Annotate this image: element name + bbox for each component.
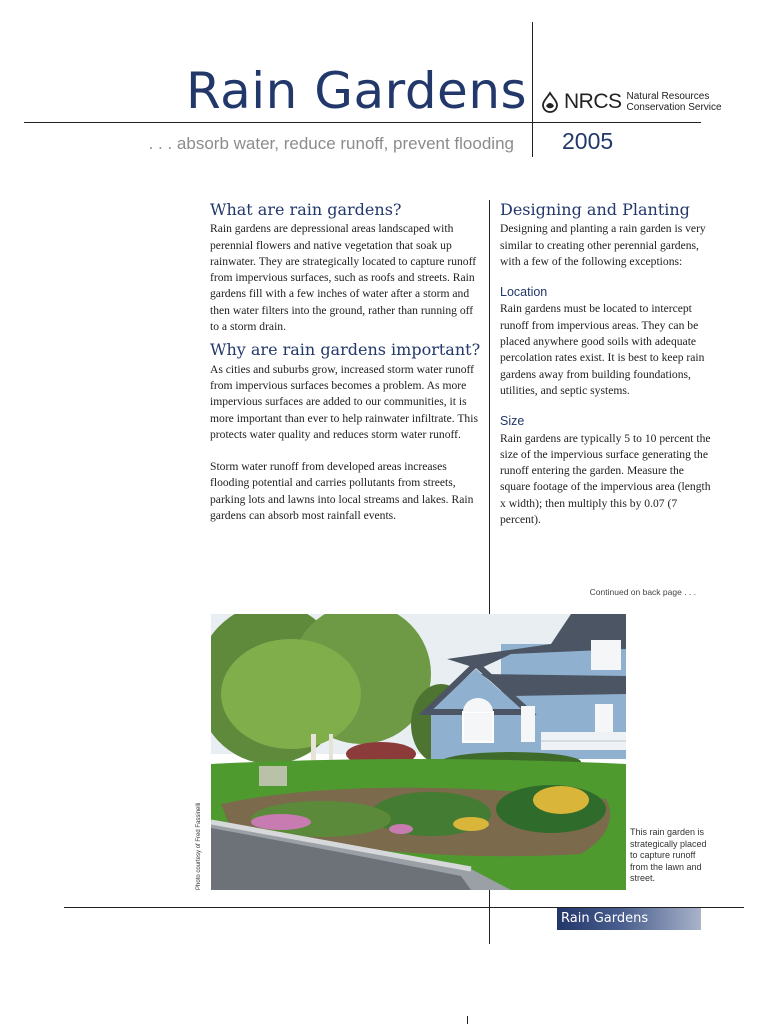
continued-on-back-page[interactable]: Continued on back page . . . [589, 587, 696, 597]
footer-divider [489, 890, 490, 944]
designing-intro: Designing and planting a rain garden is very similar to creating other perennial gardens, with a few of the following exceptions: [500, 222, 706, 268]
photo-credit: Photo courtesy of Fred Fassinelli [196, 802, 202, 890]
page-title: Rain Gardens [186, 62, 528, 120]
logo-acronym: NRCS [564, 90, 622, 113]
logo-agency-name [627, 91, 722, 113]
logo-line-1: Natural Resources [626, 91, 710, 102]
heading-what-are-rain-gardens: What are rain gardens? [210, 200, 402, 219]
what-are-rain-gardens-body: Rain gardens are depressional areas landscaped with perennial flowers and native vegetation that soak up rainwater. They are strategically located to capture runoff from impervious surfaces, such as roofs and streets. Rain gardens fill with a few inches of water after a storm and then water filters into the ground, rather than running off to a storm drain. [210, 222, 477, 334]
photo-caption: This rain garden is strategically placed to capture runoff from the lawn and street. [630, 827, 707, 884]
column-divider [489, 200, 490, 614]
left-column [210, 202, 482, 524]
header-divider [532, 22, 533, 157]
heading-designing-and-planting: Designing and Planting [500, 200, 690, 219]
header-rule [24, 122, 701, 123]
logo-line-2: Conservation Service [626, 102, 722, 113]
subheading-size: Size [500, 414, 525, 429]
rain-garden-photo [211, 614, 626, 890]
water-drop-leaf-icon [538, 90, 562, 114]
why-important-paragraph-1: As cities and suburbs grow, increased storm water runoff from impervious surfaces becomes a problem. As more impervious surfaces are added to our communities, it is more important than ever to help rainwater infiltrate. This protects water quality and reduces storm water runoff. [210, 362, 478, 441]
heading-why-important: Why are rain gardens important? [210, 340, 481, 360]
tagline: . . . absorb water, reduce runoff, prevent flooding [148, 134, 514, 153]
nrcs-logo[interactable] [538, 90, 722, 114]
publication-year: 2005 [562, 128, 614, 154]
subheading-location: Location [500, 285, 548, 300]
location-body: Rain gardens must be located to intercept runoff from impervious areas. They can be placed anywhere good soils with adequate percolation rates exist. It is best to keep rain gardens away from building foundations, utilities, and septic systems. [500, 302, 705, 397]
right-column [500, 202, 712, 528]
page-bottom-mark [467, 1016, 468, 1024]
why-important-paragraph-2: Storm water runoff from developed areas increases flooding potential and carries pollutants from streets, parking lots and lawns into local streams and lakes. Rain gardens can absorb most rainfall events. [210, 460, 474, 523]
size-body: Rain gardens are typically 5 to 10 percent the size of the impervious surface generating the runoff entering the garden. Measure the square footage of the impervious area (length x width); then multiply this by 0.07 (7 percent). [500, 431, 711, 527]
footer-section-tab: Rain Gardens [557, 908, 701, 930]
